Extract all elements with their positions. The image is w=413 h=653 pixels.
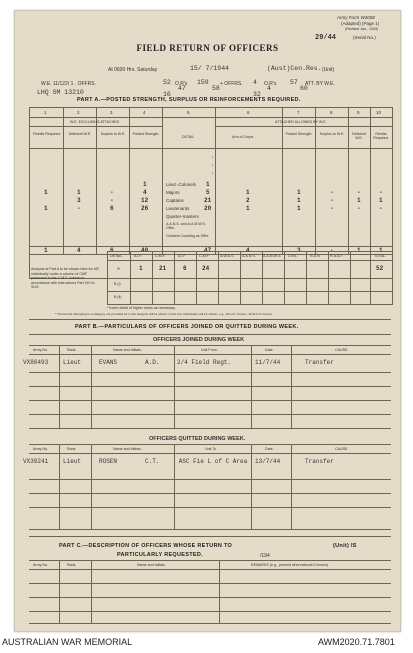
unit-label: (Unit) [322,67,335,73]
row4-reinfts: 1 [44,205,48,212]
row3-deficient-r: 1 [357,197,361,204]
total-surplus: 6 [110,247,114,254]
joined-army-no: VX80493 [23,359,49,366]
part-c-date: /194 [260,553,270,559]
row2-deficient-r: - [357,189,361,196]
detail-header: DETAIL [182,135,195,139]
col-head-surplus-r: Surplus to W.E. [319,132,345,136]
plus-offrs: + OFFRS. [220,81,243,87]
quitted-table [23,444,391,530]
row2-surplus-r: - [330,189,334,196]
header-num-c7: 60 [300,85,308,92]
cc-army-no: Army No. [33,563,48,567]
col-number-8: 8 [330,110,333,115]
quitted-army-no: VX39241 [23,458,49,465]
col-number-3: 3 [110,110,113,115]
lhq-b: 32 [253,91,261,98]
row4-deficient-r: - [357,205,361,212]
qc-date: Date. [265,447,274,451]
joined-initials: A.D. [145,359,160,366]
row2-arm: 1 [246,189,250,196]
row1-posted: 1 [143,181,147,188]
dh-cmf-1: C.M.F. [155,254,166,258]
dr-b1-label: B (i) [114,282,121,286]
qc-army-no: Army No. [33,447,48,451]
rank-captains: Captains [166,198,184,203]
col-head-reinfts: Reinfts Required. [33,132,61,136]
att-allowed-header: ATTACHED ALLOWED BY W.E. [275,120,327,124]
col-head-surplus: Surplus to W.E. [100,132,126,136]
row2-posted: 4 [143,189,147,196]
dr-a-aif-2: 6 [183,265,187,272]
joined-name: EVANS [99,359,118,366]
detail-note: Analysis of Part A to be shown here for AIF, individually under a column of CMF personnel in the C.M.F. column in accordance with instructions Part XIV to SUS. [31,267,100,290]
col-head-reinfts-r: Reinfts Required. [373,132,389,140]
lhq-a: 16 [163,91,171,98]
joined-rank: Lieut [63,359,82,366]
row2-reinfts-r: - [379,189,383,196]
ors-value: 159 [197,79,209,86]
row3-surplus: - [110,197,114,204]
dr-a-cmf-2: 24 [202,265,210,272]
qc-cause: CAUSE. [335,447,349,451]
footer-left: AUSTRALIAN WAR MEMORIAL [2,637,133,647]
form-id-line-3: (Revised Jan., 1943) [345,27,379,31]
jc-cause: CAUSE. [335,348,349,352]
jc-name: Name and Initials. [113,348,142,352]
unit-value: (Aust)Cen.Res. [267,65,322,72]
quitted-date: 13/7/44 [255,458,281,465]
col-number-9: 9 [357,110,360,115]
rank-majors: Majors [166,190,180,195]
quitted-title: OFFICERS QUITTED DURING WEEK. [149,436,246,442]
row3-posted: 12 [141,197,149,204]
ors-label: O.R's [175,81,188,87]
joined-title: OFFICERS JOINED DURING WEEK [153,337,245,343]
joined-unit: 2/4 Field Regt. [177,359,232,366]
rank-lt-col: Lieut.-Colonels [166,182,197,187]
dr-a-cmf-1: 21 [159,265,167,272]
we-val-maj: 5 [206,189,210,196]
col-head-posted-r: Posted Strength. [285,132,313,136]
header-num-c5b: 58 [212,85,220,92]
header-num-c5a: 47 [178,85,186,92]
dh-total: TOTAL. [374,254,387,258]
dh-detail: DETAIL [110,254,123,258]
total-deficient: 4 [77,247,81,254]
ors2-value: 57 [290,79,298,86]
part-a-title: PART A.—POSTED STRENGTH, SURPLUS OR REINFORCEMENTS REQUIRED. [77,97,301,103]
we-val-lt: 20 [204,205,212,212]
part-c-title: PART C.—DESCRIPTION OF OFFICERS WHOSE RETURN TO [59,543,233,549]
serial-label: (Serial No.) [353,35,376,40]
total-deficient-r: 1 [357,247,361,254]
col-number-2: 2 [77,110,80,115]
row4-reinfts-r: - [379,205,383,212]
dh-cmf-2: C.M.F. [199,254,210,258]
form-paper [14,10,401,632]
row2-surplus: - [110,189,114,196]
form-id-line-2: (Adapted) (Page 1) [341,21,380,26]
joined-date: 11/7/44 [255,359,281,366]
row4-surplus: 6 [110,205,114,212]
total-posted-r: 3 [297,247,301,254]
jc-date: Date. [265,348,274,352]
row3-reinfts-r: 1 [379,197,383,204]
dh-aif-1: A.I.F. [134,254,143,258]
lhq-line: LHQ SM 13210 [37,89,84,96]
detail-analysis-table [29,251,391,305]
row3-surplus-r: - [330,197,334,204]
col-head-posted: Posted Strength. [132,132,160,136]
row2-deficient: 1 [77,189,81,196]
cc-rank: Rank. [67,563,77,567]
form-title: FIELD RETURN OF OFFICERS [136,43,279,53]
qc-name: Name and Initials. [113,447,142,451]
we-val-capt: 21 [204,197,212,204]
dr-a-total: 52 [376,265,384,272]
form-id-line-1: Army Form W3008 [337,15,375,20]
total-arm: 4 [246,247,250,254]
rank-qm: Quarter-masters [166,214,199,219]
row4-posted: 26 [141,205,149,212]
row2-posted-r: 1 [297,189,301,196]
dh-aif-2: A.I.F. [178,254,187,258]
quitted-rank: Lieut [63,458,82,465]
col-number-6: 6 [247,110,250,115]
att-label: ATT. BY W.E. [305,81,335,87]
cc-remarks: REMARKS (e.g., present whereabouts if known). [251,563,329,567]
jc-rank: Rank. [67,348,77,352]
part-b-title: PART B.—PARTICULARS OF OFFICERS JOINED OR QUITTED DURING WEEK. [75,324,299,330]
col-number-1: 1 [44,110,47,115]
part-c-unit: (Unit) IS [333,543,357,549]
quitted-name: ROSEN [99,458,118,465]
dr-a-aif-1: 1 [139,265,143,272]
total-reinfts: 1 [44,247,48,254]
date-value: 15/ 7/1944 [190,65,230,72]
we-offrs: 52 [163,79,171,86]
we-line: W.E. 11/122/ 1 . OFFRS. [41,81,96,87]
rank-civilians: Civilians Counting as Offrs. [166,234,210,238]
col-number-7: 7 [297,110,300,115]
row4-arm: 1 [246,205,250,212]
row3-deficient: 3 [77,197,81,204]
jc-army-no: Army No. [33,348,48,352]
row3-arm: 2 [246,197,250,204]
quitted-cause: Transfer [305,458,334,465]
dh-civil: CIVIL. [288,254,298,258]
total-we: 47 [204,247,212,254]
row4-posted-r: 1 [297,205,301,212]
dr-b2-label: B (ii) [114,295,122,299]
total-reinfts-r: 1 [379,247,383,254]
plus-offrs-value: 4 [253,79,257,86]
footnote-2: ** Personnel belonging to a category not provided for in the analysis will be shown in this Col. Particulars will be shown, e.g., 20 U.K. Forces, 16 R.A.N. Forces. [55,312,273,316]
rank-lieutenants: Lieutenants [166,206,190,211]
serial-value: 29/44 [315,34,337,42]
dh-raaf: R.A.A.F. [330,254,344,258]
row4-surplus-r: - [330,205,334,212]
dr-a-label: A [117,266,121,271]
col-number-5: 5 [187,110,190,115]
dh-ran: R.A.N. [310,254,321,258]
cc-name: Name and Initials. [137,563,166,567]
row2-reinfts: 1 [44,189,48,196]
total-surplus-r: - [330,247,334,254]
qc-rank: Rank. [67,447,77,451]
we-excl-header: W.E. EXCLUDING ATTACHED [70,120,120,124]
footer-right: AWM2020.71.7801 [318,637,395,647]
col-head-deficient-r: Deficient W.E. [352,132,366,140]
quitted-initials: C.T. [145,458,160,465]
dh-aamws: A.A.M.W.S. [263,254,282,258]
jc-unit: Unit From. [201,348,218,352]
joined-table [23,345,391,429]
quitted-unit: ASC Fie L of C Area [178,458,248,465]
footnote-1: * Insert detail of higher ranks as necessary. [107,306,176,310]
col-number-4: 4 [143,110,146,115]
total-posted: 40 [141,247,149,254]
row4-deficient: - [77,205,81,212]
we-val-ltcol: 1 [206,181,210,188]
detail-star-markers: * * * [212,156,214,176]
at-hours-line: At 0600 Hrs. Saturday [108,67,158,73]
row3-posted-r: 1 [297,197,301,204]
joined-cause: Transfer [305,359,334,366]
part-c-table [29,560,391,624]
header-num-c6: 4 [267,85,271,92]
col-number-10: 10 [376,110,382,115]
part-c-line2: PARTICULARLY REQUESTED. [117,552,203,558]
dh-aans: A.A.N.S. [242,254,256,258]
col-head-deficient: Deficient W.E. [68,132,92,136]
qc-unit: Unit To. [205,447,218,451]
rank-aans: A.A.N.S. and A.A.M.W.S. Offrs. [166,222,206,230]
dh-awas: A.W.A.S. [220,254,235,258]
ors-label-2: O.R's [264,81,277,87]
col-head-arm: Arm of Corps. [232,135,255,139]
